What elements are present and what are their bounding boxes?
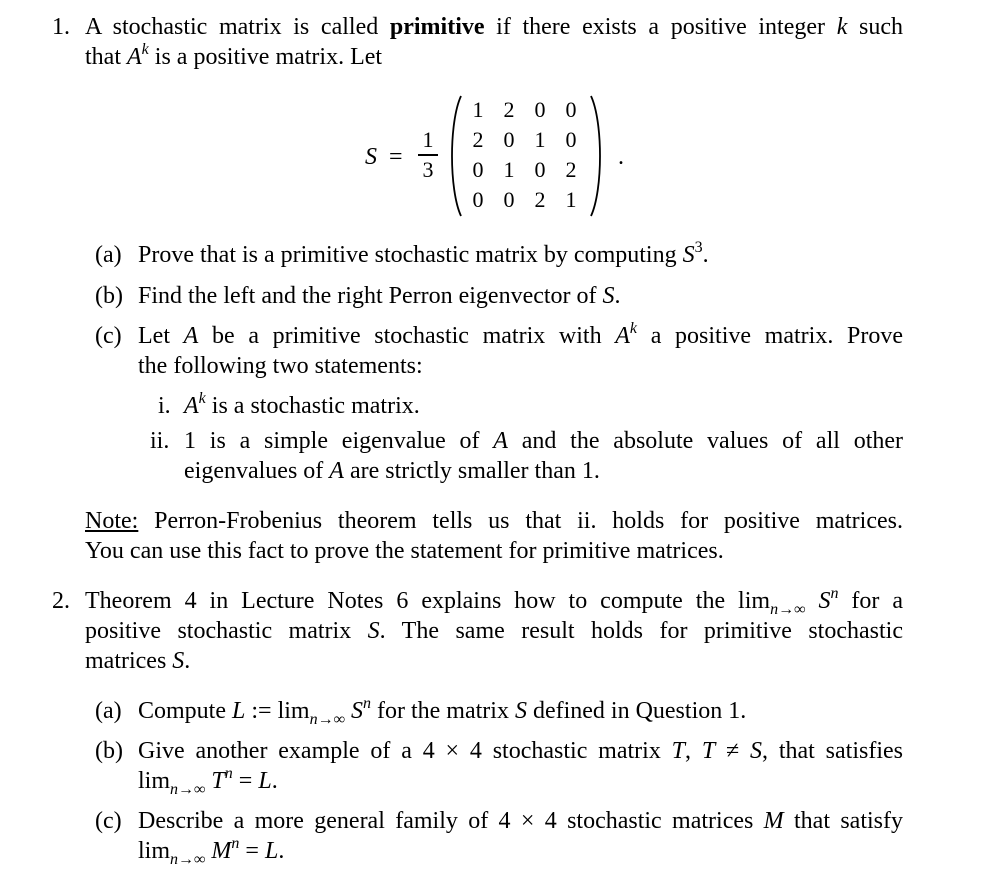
matrix-cell: 0: [503, 187, 515, 212]
q2a-text: Compute L := $\lim_{n\to\infty} S^n$ for the matrix S defined in Question 1.: [138, 695, 747, 728]
q2b-label: (b): [95, 738, 123, 764]
q2-intro-line1: Theorem 4 in Lecture Notes 6 explains how to compute the $\lim_{n\to\infty} S^n$ for a: [85, 585, 904, 618]
matrix-cell: 2: [503, 97, 515, 122]
right-parenthesis: [587, 94, 607, 218]
q2b-text-line2: $\lim_{n\to\infty} T^n = L$.: [138, 765, 278, 798]
matrix-cell: 2: [534, 187, 546, 212]
matrix-cell: 0: [565, 97, 577, 122]
matrix-cell: 1: [472, 97, 484, 122]
q1c-label: (c): [95, 323, 122, 349]
q2c-label: (c): [95, 808, 122, 834]
q1-number: 1.: [52, 14, 70, 40]
q1c-i-label: i.: [158, 393, 171, 419]
matrix-cell: 1: [534, 127, 546, 152]
q2-intro-line2: positive stochastic matrix S. The same result holds for primitive stochastic: [85, 618, 903, 644]
matrix-cell: 0: [503, 127, 515, 152]
matrix-cell: 0: [472, 157, 484, 182]
q2c-text-line2: $\lim_{n\to\infty} M^n = L$.: [138, 835, 285, 868]
matrix-cell: 0: [565, 127, 577, 152]
q1b-text: Find the left and the right Perron eigenvector of S.: [138, 283, 621, 309]
matrix-cell: 0: [534, 97, 546, 122]
q1b-label: (b): [95, 283, 123, 309]
note-label: Note:: [85, 508, 139, 534]
matrix-cell: 1: [503, 157, 515, 182]
left-parenthesis: [445, 94, 465, 218]
q2c-text-line1: Describe a more general family of 4 × 4 stochastic matrices M that satisfy: [138, 808, 903, 834]
q2-intro-line3: matrices S.: [85, 648, 191, 674]
q2b-text-line1: Give another example of a 4 × 4 stochastic matrix T, T ≠ S, that satisfies: [138, 738, 903, 764]
note-line1: Note: Perron-Frobenius theorem tells us that ii. holds for positive matrices.: [85, 508, 903, 534]
equals-sign: =: [389, 144, 403, 170]
q1c-ii-label: ii.: [150, 428, 170, 454]
matrix-period: .: [618, 144, 624, 170]
matrix-cell: 0: [472, 187, 484, 212]
q1a-label: (a): [95, 242, 122, 268]
matrix-cell: 0: [534, 157, 546, 182]
scalar-fraction: [418, 128, 438, 182]
fraction-denominator: 3: [422, 156, 434, 182]
q1c-ii-text-line2: eigenvalues of A are strictly smaller than 1.: [184, 458, 600, 484]
matrix-cell: 2: [565, 157, 577, 182]
q1-intro-line1: A stochastic matrix is called primitive if there exists a positive integer k such: [85, 14, 903, 40]
matrix-equation: [365, 92, 635, 222]
matrix-cell: 2: [472, 127, 484, 152]
q1a-text: Prove that is a primitive stochastic matrix by computing $S^3$.: [138, 239, 709, 268]
term-primitive: primitive: [389, 14, 485, 40]
matrix-lhs: S: [365, 144, 377, 170]
fraction-bar: [418, 154, 438, 156]
q1c-i-text: $A^k$ is a stochastic matrix.: [184, 390, 420, 419]
note-line2: You can use this fact to prove the statement for primitive matrices.: [85, 538, 724, 564]
q2a-label: (a): [95, 698, 122, 724]
fraction-numerator: 1: [422, 127, 434, 152]
q1c-ii-text-line1: 1 is a simple eigenvalue of A and the absolute values of all other: [184, 428, 904, 454]
q1-intro-line2: that $A^k$ is a positive matrix. Let: [85, 41, 383, 70]
q1c-text-line1: Let A be a primitive stochastic matrix with $A^k$ a positive matrix. Prove: [138, 320, 903, 349]
q1c-text-line2: the following two statements:: [138, 353, 423, 379]
q2-number: 2.: [52, 588, 70, 614]
matrix-cell: 1: [565, 187, 577, 212]
